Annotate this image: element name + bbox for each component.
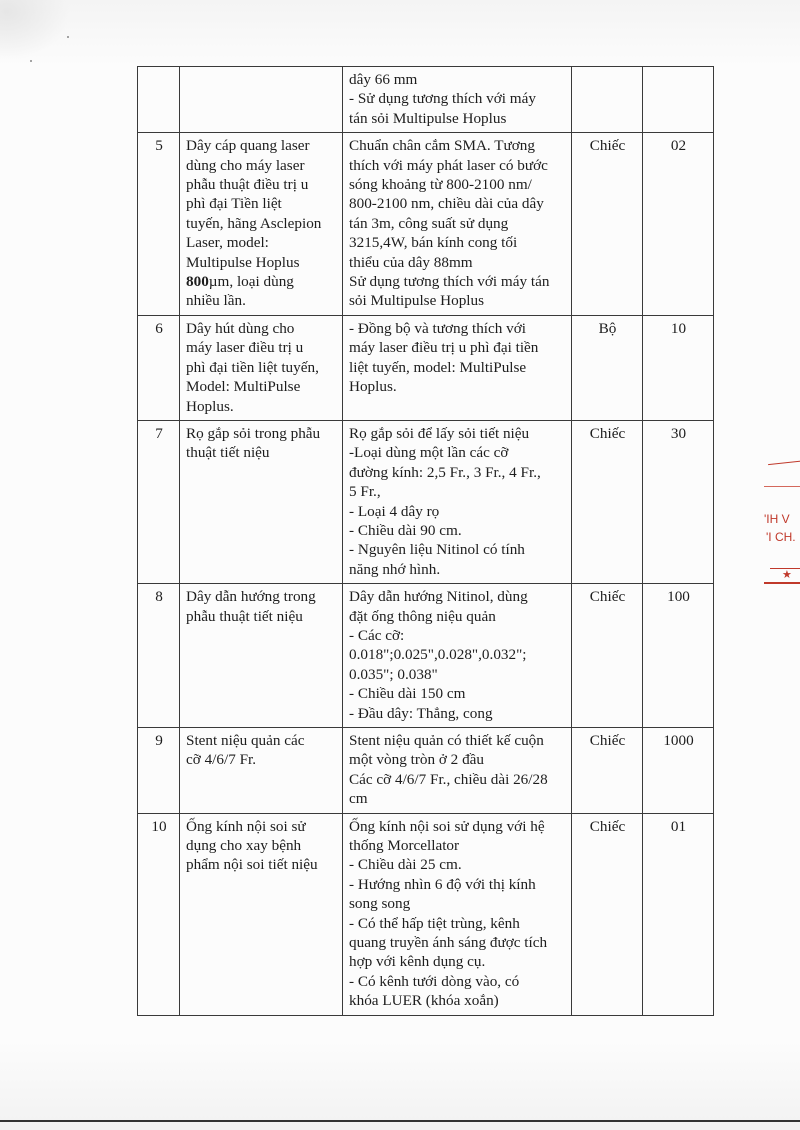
table-row (138, 813, 714, 1015)
row-number: 8 (138, 584, 180, 728)
stamp-edge (764, 582, 800, 584)
red-stamp-fragment (760, 460, 800, 590)
scan-speck (30, 60, 32, 62)
row-number: 10 (138, 813, 180, 1015)
table-row (138, 584, 714, 728)
item-unit: Bộ (572, 315, 643, 420)
item-quantity: 10 (643, 315, 714, 420)
stamp-edge (764, 486, 800, 487)
item-spec: dây 66 mm - Sử dụng tương thích với máy tán sỏi Multipulse Hoplus (343, 67, 572, 133)
item-name (180, 67, 343, 133)
item-quantity: 1000 (643, 728, 714, 814)
item-quantity: 30 (643, 420, 714, 583)
stamp-text: 'I CH. (766, 530, 796, 544)
row-number: 6 (138, 315, 180, 420)
table-row (138, 728, 714, 814)
item-name: Dây dẫn hướng trong phẫu thuật tiết niệu (180, 584, 343, 728)
item-unit: Chiếc (572, 420, 643, 583)
row-number: 9 (138, 728, 180, 814)
item-spec: Dây dẫn hướng Nitinol, dùng đặt ống thông niệu quản - Các cỡ: 0.018";0.025",0.028",0.032"; 0.035"; 0.038" - Chiều dài 150 cm - Đầu dây: Thẳng, cong (343, 584, 572, 728)
item-unit: Chiếc (572, 728, 643, 814)
table-row (138, 315, 714, 420)
scan-speck (67, 36, 69, 38)
bold-size: 800 (186, 273, 209, 291)
item-spec: Chuẩn chân cắm SMA. Tương thích với máy phát laser có bước sóng khoảng từ 800-2100 nm/ 800-2100 nm, chiều dài của dây tán 3m, công suất sử dụng 3215,4W, bán kính cong tối thiểu của dây 88mm Sử dụng tương thích với máy tán sỏi Multipulse Hoplus (343, 133, 572, 316)
equipment-table (137, 66, 714, 1016)
item-spec: Rọ gắp sỏi để lấy sỏi tiết niệu -Loại dùng một lần các cỡ đường kính: 2,5 Fr., 3 Fr., 4 Fr., 5 Fr., - Loại 4 dây rọ - Chiều dài 90 cm. - Nguyên liệu Nitinol có tính năng nhớ hình. (343, 420, 572, 583)
item-unit: Chiếc (572, 813, 643, 1015)
item-spec: Ống kính nội soi sử dụng với hệ thống Morcellator - Chiều dài 25 cm. - Hướng nhìn 6 độ với thị kính song song - Có thể hấp tiệt trùng, kênh quang truyền ánh sáng được tích hợp với kênh dụng cụ. - Có kênh tưới dòng vào, có khóa LUER (khóa xoắn) (343, 813, 572, 1015)
star-icon: ★ (782, 569, 792, 581)
item-quantity: 01 (643, 813, 714, 1015)
item-spec: - Đồng bộ và tương thích với máy laser điều trị u phì đại tiền liệt tuyến, model: MultiPulse Hoplus. (343, 315, 572, 420)
stamp-edge (768, 460, 800, 465)
item-name: Dây hút dùng cho máy laser điều trị u phì đại tiền liệt tuyến, Model: MultiPulse Hoplus. (180, 315, 343, 420)
item-name: Stent niệu quản các cỡ 4/6/7 Fr. (180, 728, 343, 814)
item-unit (572, 67, 643, 133)
item-name: Rọ gắp sỏi trong phẫu thuật tiết niệu (180, 420, 343, 583)
scan-edge-line (0, 1120, 800, 1122)
table-row (138, 67, 714, 133)
item-spec: Stent niệu quản có thiết kế cuộn một vòng tròn ở 2 đầu Các cỡ 4/6/7 Fr., chiều dài 26/28 cm (343, 728, 572, 814)
scan-smudge (0, 0, 70, 60)
item-name: Dây cáp quang laser dùng cho máy laser phẫu thuật điều trị u phì đại Tiền liệt tuyến, hãng Asclepion Laser, model: Multipulse Hoplus 800µm, loại dùng nhiều lần. (180, 133, 343, 316)
item-quantity: 100 (643, 584, 714, 728)
item-unit: Chiếc (572, 133, 643, 316)
row-number: 5 (138, 133, 180, 316)
stamp-text: 'IH V (764, 512, 790, 526)
item-quantity: 02 (643, 133, 714, 316)
row-number (138, 67, 180, 133)
item-unit: Chiếc (572, 584, 643, 728)
item-quantity (643, 67, 714, 133)
table-row (138, 420, 714, 583)
row-number: 7 (138, 420, 180, 583)
table-row (138, 133, 714, 316)
item-name: Ống kính nội soi sử dụng cho xay bệnh phẩm nội soi tiết niệu (180, 813, 343, 1015)
